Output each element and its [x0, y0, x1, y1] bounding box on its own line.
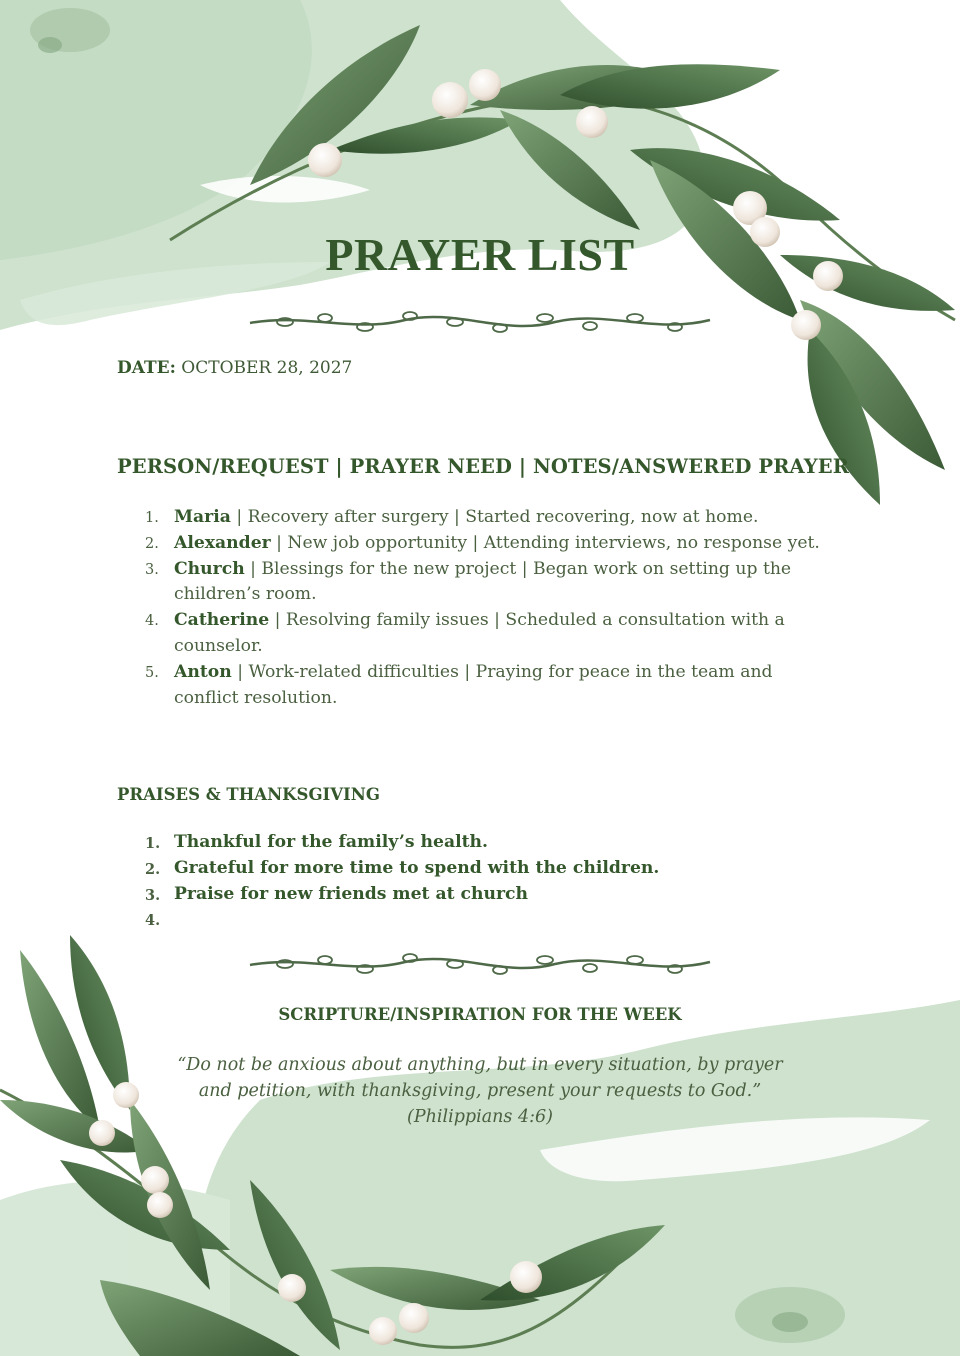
- scripture-heading: SCRIPTURE/INSPIRATION FOR THE WEEK: [278, 1005, 682, 1024]
- praise-text: Grateful for more time to spend with the children.: [174, 857, 660, 878]
- person-name: Catherine: [174, 610, 270, 631]
- person-name: Church: [174, 558, 245, 579]
- praise-text: Thankful for the family’s health.: [174, 832, 489, 852]
- list-item: [145, 505, 834, 531]
- vine-divider-bottom: [245, 950, 715, 980]
- person-name: Anton: [174, 661, 232, 682]
- list-number: 4.: [145, 613, 159, 630]
- list-number: 1.: [145, 835, 161, 852]
- date-label: DATE:: [117, 358, 176, 378]
- request-detail: | Work-related difficulties | Praying for peace in the team and conflict resolution.: [174, 661, 773, 708]
- person-name: Alexander: [174, 532, 271, 553]
- list-number: 2.: [145, 535, 159, 552]
- list-number: 3.: [145, 886, 161, 904]
- person-name: Maria: [174, 507, 231, 527]
- list-item: [145, 830, 774, 856]
- request-detail: | New job opportunity | Attending interviews, no response yet.: [270, 532, 820, 553]
- list-item: [145, 608, 834, 660]
- requests-heading: PERSON/REQUEST | PRAYER NEED | NOTES/ANSWERED PRAYER: [117, 455, 850, 478]
- praise-text: Praise for new friends met at church: [174, 883, 529, 904]
- vine-divider-top: [245, 308, 715, 338]
- date-value: OCTOBER 28, 2027: [181, 358, 353, 378]
- list-item: [145, 531, 834, 557]
- prayer-request-list: [145, 505, 834, 711]
- list-item: [145, 660, 834, 712]
- list-item: [145, 907, 774, 933]
- list-item: [145, 557, 834, 609]
- request-detail: | Resolving family issues | Scheduled a consultation with a counselor.: [174, 610, 785, 656]
- request-detail: | Blessings for the new project | Began work on setting up the children’s room.: [174, 558, 792, 605]
- praise-list: [145, 830, 774, 933]
- list-number: 3.: [145, 561, 159, 578]
- list-number: 2.: [145, 860, 161, 878]
- list-number: 5.: [145, 664, 159, 681]
- praises-heading: PRAISES & THANKSGIVING: [117, 785, 380, 804]
- list-item: [145, 882, 774, 908]
- list-number: 4.: [145, 912, 161, 930]
- page-title: PRAYER LIST: [325, 229, 635, 280]
- list-item: [145, 856, 774, 882]
- request-detail: | Recovery after surgery | Started recovering, now at home.: [230, 507, 759, 527]
- date-line: [117, 358, 352, 378]
- scripture-quote: “Do not be anxious about anything, but in every situation, by prayer and petition, with thanksgiving, present your requests to God.” (Philippians 4:6): [177, 1055, 783, 1127]
- list-number: 1.: [145, 510, 159, 526]
